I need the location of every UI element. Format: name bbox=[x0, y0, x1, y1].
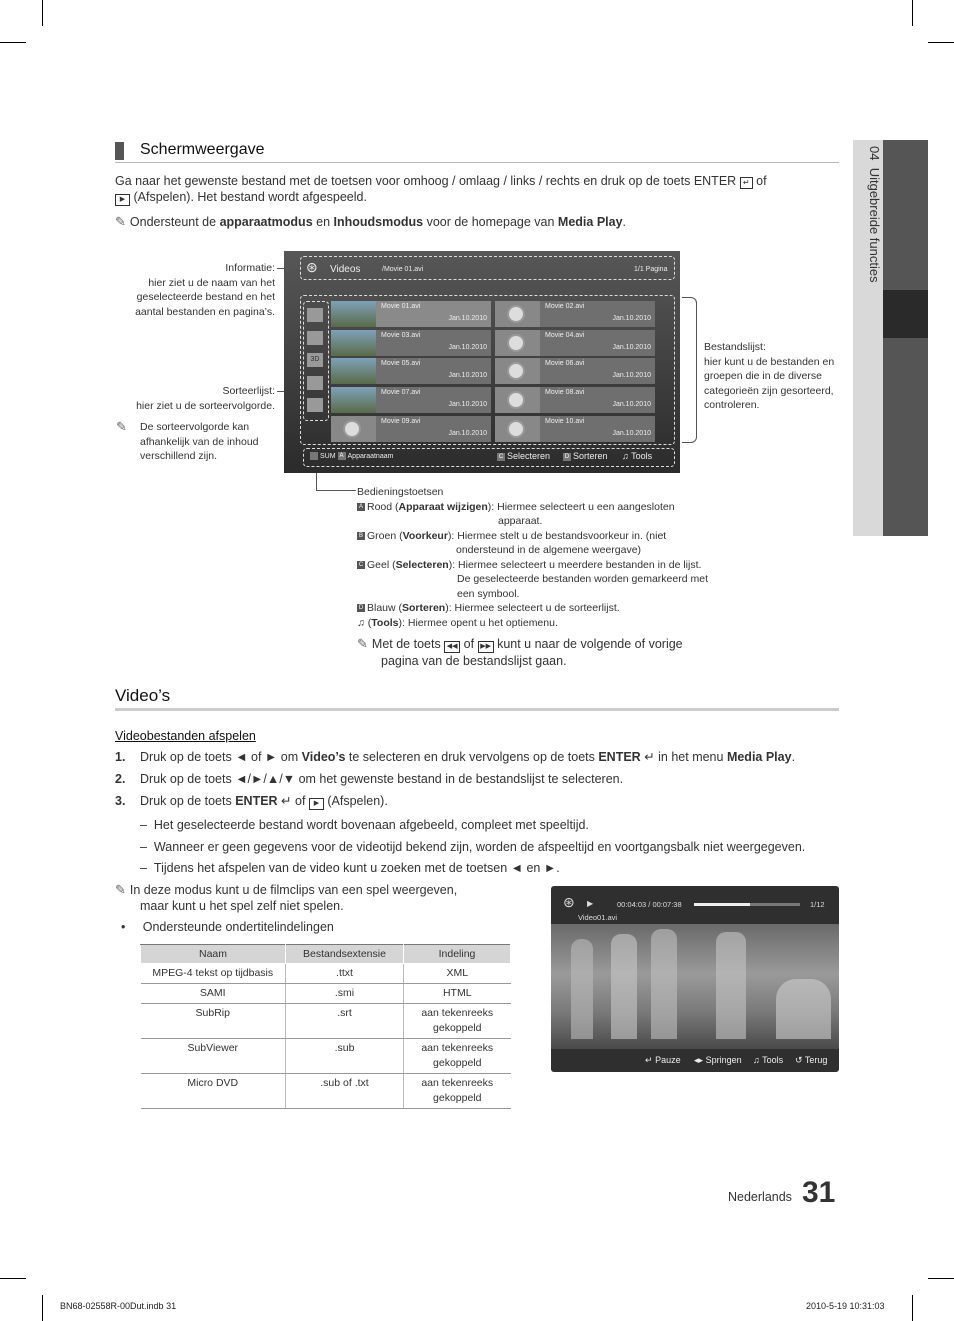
dash-item-1: – Het geselecteerde bestand wordt bovenaan afgebeeld, compleet met speeltijd. bbox=[140, 818, 589, 832]
screen-page-count: 1/1 Pagina bbox=[634, 266, 668, 273]
file-date: Jan.10.2010 bbox=[612, 372, 651, 379]
video-thumbnail bbox=[331, 330, 376, 356]
crop-mark bbox=[912, 1295, 913, 1321]
control-red: A Rood (Apparaat wijzigen): Hiermee selecteert u een aangesloten bbox=[358, 500, 675, 513]
video-frame-giraffes bbox=[551, 924, 839, 1049]
control-blue: D Blauw (Sorteren): Hiermee selecteert u de sorteerlijst. bbox=[358, 602, 620, 614]
chapter-tab-strip bbox=[883, 140, 928, 536]
column-header: Naam bbox=[141, 945, 286, 964]
sort-button[interactable]: D Sorteren bbox=[564, 451, 608, 461]
tools-icon: ♫ bbox=[753, 1055, 760, 1065]
pause-button[interactable]: ↵ Pauze bbox=[645, 1055, 681, 1065]
sort-3d-label: 3D bbox=[310, 356, 320, 363]
file-date: Jan.10.2010 bbox=[448, 372, 487, 379]
enter-icon: ↵ bbox=[740, 177, 753, 189]
heading-title: Schermweergave bbox=[140, 141, 265, 158]
file-name: Movie 05.avi bbox=[381, 360, 421, 367]
note-game-clips: ✎ In deze modus kunt u de filmclips van een spel weergeven, maar kunt u het spel zelf niet spelen. bbox=[115, 882, 458, 913]
file-name: Movie 06.avi bbox=[545, 360, 585, 367]
control-green: B Groen (Voorkeur): Hiermee stelt u de bestandsvoorkeur in. (niet bbox=[358, 529, 667, 542]
bullet-subtitles: • Ondersteunde ondertitelindelingen bbox=[121, 920, 334, 934]
table-row: Micro DVD .sub of .txt aan tekenreeks gekoppeld bbox=[141, 1074, 511, 1109]
heading-bar bbox=[115, 142, 124, 160]
file-date: Jan.10.2010 bbox=[448, 430, 487, 437]
file-name: Movie 04.avi bbox=[545, 332, 585, 339]
file-date: Jan.10.2010 bbox=[448, 401, 487, 408]
video-thumbnail bbox=[495, 416, 540, 442]
controls-legend: Bedieningstoetsen A Rood (Apparaat wijzigen): Hiermee selecteert u een aangesloten apparaat. B Groen (Voorkeur): Hiermee stelt u de bestandsvoorkeur in. (niet ondersteund in de algemene weergave) C Geel (Selecteren): Hiermee selecteert u meerdere bestanden in de lijst. De geselecteerde bestanden worden gemarkeerd met een symbool. D Blauw (Sorteren): Hiermee selecteert u de sorteerlijst. ♫ (Tools): Hiermee opent u het optiemenu. bbox=[357, 485, 737, 630]
file-list-bracket bbox=[682, 297, 697, 443]
subsection-title: Videobestanden afspelen bbox=[115, 729, 256, 743]
step-2: 2. Druk op de toets ◄/►/▲/▼ om het gewenste bestand in de bestandslijst te selecteren. bbox=[115, 772, 624, 786]
video-thumbnail bbox=[331, 301, 376, 327]
giraffe-shape bbox=[571, 939, 593, 1039]
dash-item-3: – Tijdens het afspelen van de video kunt u zoeken met de toetsen ◄ en ►. bbox=[140, 861, 560, 875]
film-reel-icon: ⊛ bbox=[306, 259, 318, 275]
pencil-note-icon: ✎ bbox=[115, 882, 126, 897]
key-d-icon: D bbox=[564, 453, 570, 460]
screen-path: /Movie 01.avi bbox=[382, 266, 424, 273]
sort-3d-icon[interactable] bbox=[307, 353, 323, 367]
column-header: Bestandsextensie bbox=[286, 945, 404, 964]
control-yellow: C Geel (Selecteren): Hiermee selecteert u meerdere bestanden in de lijst. bbox=[358, 558, 702, 571]
controls-title: Bedieningstoetsen bbox=[357, 486, 444, 498]
key-a-icon: A bbox=[358, 503, 363, 510]
key-c-icon: C bbox=[358, 561, 364, 568]
player-count: 1/12 bbox=[810, 900, 825, 909]
crop-mark bbox=[42, 0, 43, 26]
video-thumbnail bbox=[495, 387, 540, 413]
table-row: SubRip .srt aan tekenreeks gekoppeld bbox=[141, 1004, 511, 1039]
sort-folder-icon[interactable] bbox=[307, 308, 323, 322]
footer-file-info: BN68-02558R-00Dut.indb 31 bbox=[60, 1301, 177, 1311]
film-reel-icon bbox=[507, 391, 525, 409]
callout-file-list: Bestandslijst: hier kunt u de bestanden en groepen die in de diverse categorieën zijn gesorteerd, controleren. bbox=[704, 341, 835, 411]
film-reel-icon: ⊛ bbox=[563, 894, 575, 910]
giraffe-shape bbox=[611, 934, 637, 1039]
table-row: SubViewer .sub aan tekenreeks gekoppeld bbox=[141, 1039, 511, 1074]
play-state-icon: ▶ bbox=[587, 899, 594, 908]
player-time: 00:04:03 / 00:07:38 bbox=[617, 900, 682, 909]
footer-timestamp: 2010-5-19 10:31:03 bbox=[806, 1301, 885, 1311]
file-name: Movie 07.avi bbox=[381, 389, 421, 396]
heading-rule bbox=[115, 708, 839, 711]
chapter-tab-marker bbox=[883, 290, 928, 338]
sum-icon bbox=[310, 452, 318, 460]
video-thumbnail bbox=[331, 416, 376, 442]
control-tools: ♫ (Tools): Hiermee opent u het optiemenu. bbox=[357, 616, 558, 629]
film-reel-icon bbox=[343, 420, 361, 438]
file-name: Movie 08.avi bbox=[545, 389, 585, 396]
file-date: Jan.10.2010 bbox=[448, 344, 487, 351]
key-d-icon: D bbox=[358, 605, 364, 612]
sum-label: SUM A Apparaatnaam bbox=[310, 452, 393, 460]
crop-mark bbox=[928, 1278, 954, 1279]
file-date: Jan.10.2010 bbox=[612, 401, 651, 408]
file-item[interactable] bbox=[331, 301, 491, 327]
callout-information: Informatie: hier ziet u de naam van het geselecteerde bestand en het aantal bestanden en pagina’s. bbox=[135, 262, 275, 318]
progress-bar[interactable] bbox=[694, 903, 800, 906]
chapter-label: 04 Uitgebreide functies bbox=[867, 146, 882, 283]
play-icon: ▶ bbox=[115, 194, 130, 206]
tools-icon: ♫ bbox=[622, 451, 629, 461]
film-reel-icon bbox=[507, 362, 525, 380]
video-thumbnail bbox=[331, 358, 376, 384]
table-row: SAMI .smi HTML bbox=[141, 984, 511, 1004]
column-header: Indeling bbox=[404, 945, 511, 964]
file-item[interactable] bbox=[331, 358, 491, 384]
forward-icon: ▶▶ bbox=[478, 641, 494, 653]
subtitle-formats-table bbox=[140, 944, 511, 1109]
giraffe-shape bbox=[716, 932, 746, 1039]
file-item[interactable] bbox=[331, 387, 491, 413]
file-item[interactable] bbox=[495, 416, 655, 442]
page-number: 31 bbox=[802, 1176, 836, 1209]
play-icon: ▶ bbox=[309, 798, 324, 810]
rewind-icon: ◀◀ bbox=[444, 641, 460, 653]
tools-button[interactable]: ♫ Tools bbox=[753, 1055, 784, 1065]
section-heading-schermweergave bbox=[115, 140, 839, 163]
leader-line bbox=[316, 490, 356, 491]
video-thumbnail bbox=[495, 358, 540, 384]
pencil-note-icon: ✎ bbox=[115, 214, 126, 229]
video-thumbnail bbox=[495, 330, 540, 356]
step-1: 1. Druk op de toets ◄ of ► om Video’s te selecteren en druk vervolgens op de toets ENTER ↵ in het menu Media Play. bbox=[115, 750, 796, 764]
page-language: Nederlands bbox=[728, 1190, 792, 1204]
table-row: MPEG-4 tekst op tijdbasis .ttxt XML bbox=[141, 964, 511, 984]
pencil-note-icon: ✎ bbox=[116, 419, 127, 434]
file-item[interactable] bbox=[495, 301, 655, 327]
pencil-note-icon: ✎ bbox=[357, 636, 368, 651]
enter-icon: ↵ bbox=[640, 750, 655, 764]
callout-sort-list: Sorteerlijst: hier ziet u de sorteervolgorde. bbox=[136, 385, 275, 412]
tools-button[interactable]: ♫ Tools bbox=[622, 451, 653, 461]
key-b-icon: B bbox=[358, 532, 363, 539]
file-item[interactable] bbox=[331, 330, 491, 356]
video-thumbnail bbox=[495, 301, 540, 327]
note-media-play: ✎ Ondersteunt de apparaatmodus en Inhoudsmodus voor de homepage van Media Play. bbox=[115, 214, 627, 229]
section-heading-videos: Video’s bbox=[115, 686, 171, 705]
file-item[interactable] bbox=[495, 387, 655, 413]
crop-mark bbox=[0, 42, 26, 43]
intro-paragraph: Ga naar het gewenste bestand met de toetsen voor omhoog / omlaag / links / rechts en druk op de toets ENTER ↵ of ▶ (Afspelen). Het bestand wordt afgespeeld. bbox=[115, 174, 767, 204]
jump-button[interactable]: ◂▸ Springen bbox=[694, 1055, 742, 1065]
file-item[interactable] bbox=[495, 330, 655, 356]
file-date: Jan.10.2010 bbox=[448, 315, 487, 322]
file-name: Movie 09.avi bbox=[381, 418, 421, 425]
file-name: Movie 03.avi bbox=[381, 332, 421, 339]
file-date: Jan.10.2010 bbox=[612, 344, 651, 351]
step-3: 3. Druk op de toets ENTER ↵ of ▶ (Afspelen). bbox=[115, 794, 388, 808]
sort-user-icon[interactable] bbox=[307, 376, 323, 390]
enter-icon: ↵ bbox=[645, 1055, 653, 1065]
crop-mark bbox=[912, 0, 913, 26]
tools-icon: ♫ bbox=[357, 616, 365, 629]
file-name: Movie 02.avi bbox=[545, 303, 585, 310]
file-name: Movie 10.avi bbox=[545, 418, 585, 425]
select-button[interactable]: C Selecteren bbox=[498, 451, 551, 461]
file-date: Jan.10.2010 bbox=[612, 315, 651, 322]
key-c-icon: C bbox=[498, 453, 504, 460]
note-page-navigation: ✎ Met de toets ◀◀ of ▶▶ kunt u naar de volgende of vorige pagina van de bestandslijst gaan. bbox=[357, 636, 683, 668]
crop-mark bbox=[42, 1295, 43, 1321]
sort-star-icon[interactable] bbox=[307, 398, 323, 412]
giraffe-shape bbox=[776, 979, 831, 1039]
sort-alpha-icon[interactable] bbox=[307, 331, 323, 345]
leader-line bbox=[316, 473, 317, 490]
film-reel-icon bbox=[507, 305, 525, 323]
file-item[interactable] bbox=[331, 416, 491, 442]
giraffe-shape bbox=[651, 929, 677, 1039]
file-item[interactable] bbox=[495, 358, 655, 384]
film-reel-icon bbox=[507, 334, 525, 352]
callout-sort-note: ✎ De sorteervolgorde kan afhankelijk van de inhoud verschillend zijn. bbox=[116, 419, 259, 462]
return-icon: ↺ bbox=[795, 1055, 803, 1065]
enter-icon: ↵ bbox=[277, 794, 292, 808]
dash-item-2: – Wanneer er geen gegevens voor de videotijd bekend zijn, worden de afspeeltijd en voortgangsbalk niet weergegeven. bbox=[140, 840, 806, 854]
film-reel-icon bbox=[507, 420, 525, 438]
left-right-icon: ◂▸ bbox=[694, 1055, 704, 1065]
video-thumbnail bbox=[331, 387, 376, 413]
file-date: Jan.10.2010 bbox=[612, 430, 651, 437]
progress-fill bbox=[694, 903, 750, 906]
media-play-screen bbox=[284, 251, 680, 473]
video-player-screen bbox=[551, 886, 839, 1072]
crop-mark bbox=[0, 1278, 26, 1279]
player-filename: Video01.avi bbox=[578, 913, 618, 922]
file-name: Movie 01.avi bbox=[381, 303, 421, 310]
key-a-icon: A bbox=[339, 453, 344, 459]
return-button[interactable]: ↺ Terug bbox=[795, 1055, 828, 1065]
crop-mark bbox=[928, 42, 954, 43]
screen-title: Videos bbox=[330, 264, 361, 275]
